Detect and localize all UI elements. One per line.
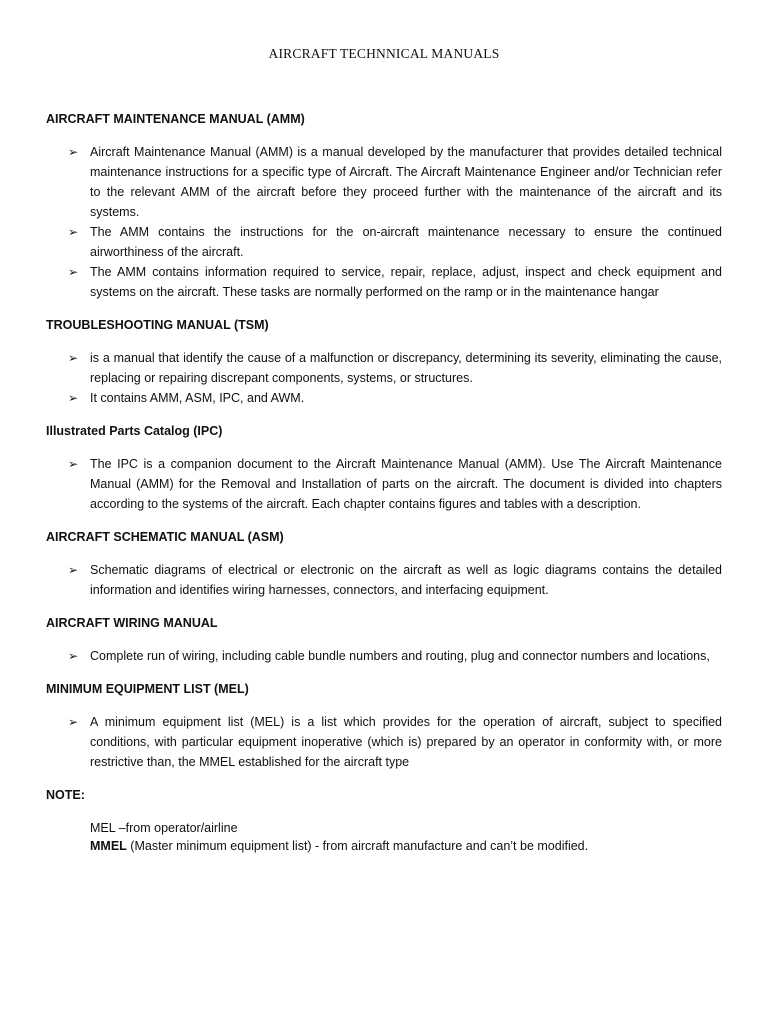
arrow-bullet-icon: ➢ [68, 145, 79, 159]
section-heading-tsm: TROUBLESHOOTING MANUAL (TSM) [46, 318, 269, 332]
list-item [68, 348, 722, 388]
arrow-bullet-icon: ➢ [68, 351, 79, 365]
list-item [68, 454, 722, 514]
section-list-ipc [68, 454, 722, 514]
note-line-mmel-text: (Master minimum equipment list) - from aircraft manufacture and can’t be modified. [126, 839, 589, 853]
section-list-tsm [68, 348, 722, 408]
section-heading-mel: MINIMUM EQUIPMENT LIST (MEL) [46, 682, 249, 696]
arrow-bullet-icon: ➢ [68, 225, 79, 239]
arrow-bullet-icon: ➢ [68, 649, 79, 663]
arrow-bullet-icon: ➢ [68, 391, 79, 405]
list-item-text: A minimum equipment list (MEL) is a list which provides for the operation of aircraft, subject to specified conditions, with particular equipment inoperative (which is) prepared by an operator in conformity with, or more restrictive than, the MMEL established for the aircraft type [90, 715, 722, 769]
list-item-text: The AMM contains information required to service, repair, replace, adjust, inspect and check equipment and systems on the aircraft. These tasks are normally performed on the ramp or in the maintenance hangar [90, 265, 722, 299]
list-item-text: The IPC is a companion document to the Aircraft Maintenance Manual (AMM). Use The Aircraft Maintenance Manual (AMM) for the Removal and Installation of parts on the aircraft. The document is divided into chapters according to the systems of the aircraft. Each chapter contains figures and tables with a description. [90, 457, 722, 511]
list-item-text: It contains AMM, ASM, IPC, and AWM. [90, 391, 305, 405]
arrow-bullet-icon: ➢ [68, 457, 79, 471]
list-item [68, 262, 722, 302]
note-block [90, 819, 588, 855]
note-term-mmel: MMEL [90, 839, 127, 853]
section-heading-amm: AIRCRAFT MAINTENANCE MANUAL (AMM) [46, 112, 305, 126]
list-item [68, 560, 722, 600]
list-item [68, 712, 722, 772]
note-line-mel: MEL –from operator/airline [90, 821, 238, 835]
list-item [68, 142, 722, 222]
list-item-text: is a manual that identify the cause of a malfunction or discrepancy, determining its severity, eliminating the cause, replacing or repairing discrepant components, systems, or structures. [90, 351, 722, 385]
section-heading-ipc: Illustrated Parts Catalog (IPC) [46, 424, 223, 438]
section-heading-wiring: AIRCRAFT WIRING MANUAL [46, 616, 218, 630]
note-line-mmel [90, 837, 588, 855]
arrow-bullet-icon: ➢ [68, 265, 79, 279]
section-list-mel [68, 712, 722, 772]
arrow-bullet-icon: ➢ [68, 715, 79, 729]
arrow-bullet-icon: ➢ [68, 563, 79, 577]
list-item-text: Aircraft Maintenance Manual (AMM) is a manual developed by the manufacturer that provides detailed technical maintenance instructions for a specific type of Aircraft. The Aircraft Maintenance Engineer and/or Technician refer to the relevant AMM of the aircraft before they proceed further with the maintenance of the aircraft and its systems. [90, 145, 722, 219]
list-item-text: The AMM contains the instructions for the on-aircraft maintenance necessary to ensure the continued airworthiness of the aircraft. [90, 225, 722, 259]
list-item-text: Schematic diagrams of electrical or electronic on the aircraft as well as logic diagrams contains the detailed information and identifies wiring harnesses, connectors, and interfacing equipment. [90, 563, 722, 597]
document-title: AIRCRAFT TECHNNICAL MANUALS [268, 46, 500, 61]
section-heading-asm: AIRCRAFT SCHEMATIC MANUAL (ASM) [46, 530, 284, 544]
note-label: NOTE: [46, 788, 85, 802]
section-list-wiring [68, 646, 722, 666]
list-item-text: Complete run of wiring, including cable bundle numbers and routing, plug and connector numbers and locations, [90, 649, 710, 663]
list-item [68, 222, 722, 262]
section-list-asm [68, 560, 722, 600]
list-item [68, 646, 722, 666]
section-list-amm [68, 142, 722, 302]
list-item [68, 388, 722, 408]
